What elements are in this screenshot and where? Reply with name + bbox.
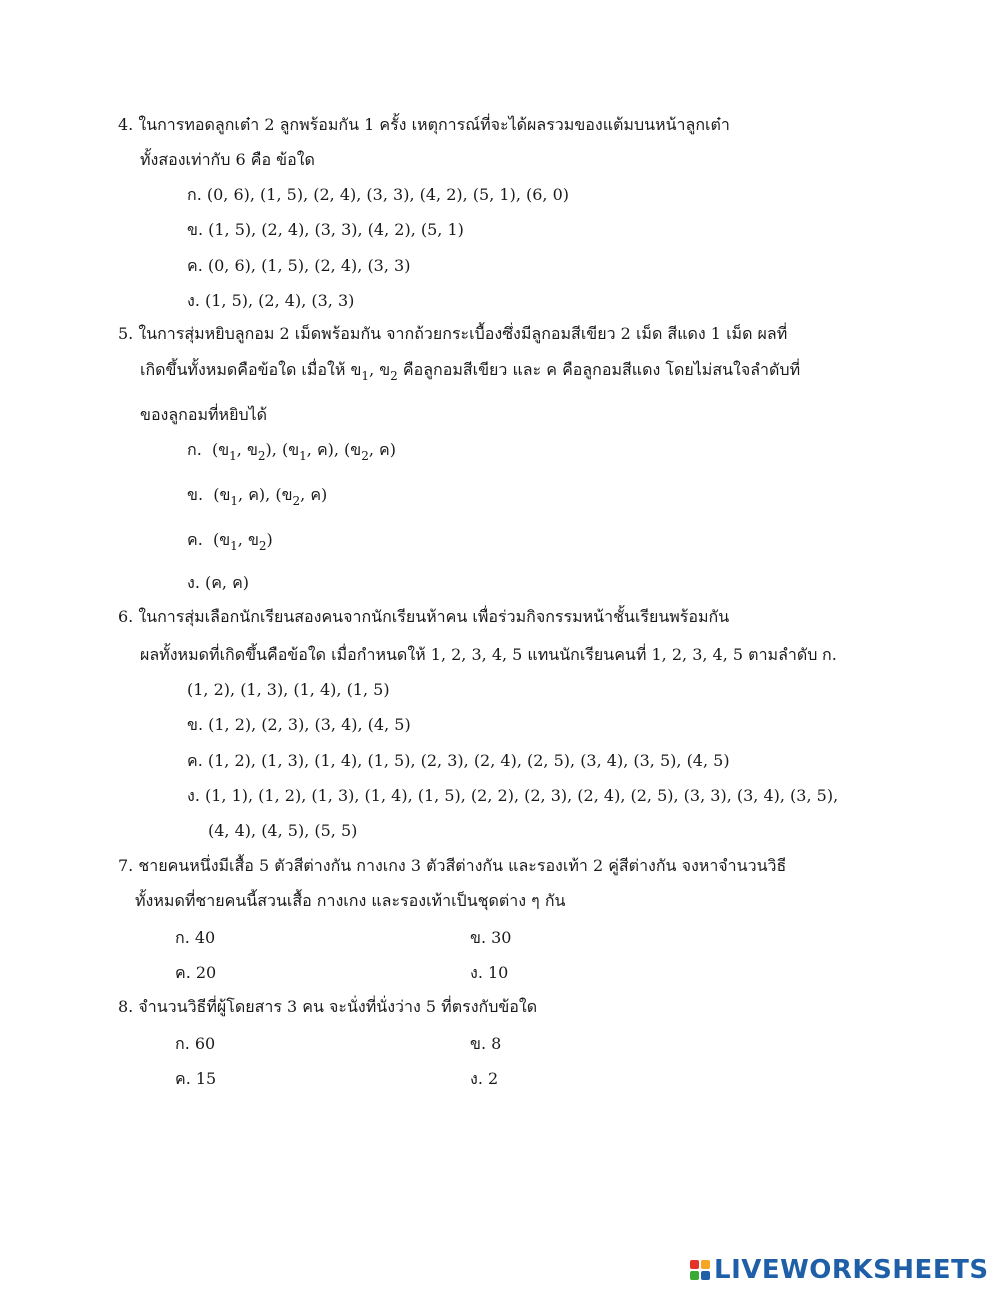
q7-stem-line1: 7. ชายคนหนึ่งมีเสื้อ 5 ตัวสีต่างกัน กางเกง 3 ตัวสีต่างกัน และรองเท้า 2 คู่สีต่างกัน จงหาจำนวนวิธี: [118, 856, 787, 875]
q6-option-a[interactable]: (1, 2), (1, 3), (1, 4), (1, 5): [187, 680, 390, 699]
q7-option-a[interactable]: ก. 40: [175, 928, 216, 947]
q4-option-c[interactable]: ค. (0, 6), (1, 5), (2, 4), (3, 3): [187, 256, 411, 275]
q6-stem-line2: ผลทั้งหมดที่เกิดขึ้นคือข้อใด เมื่อกำหนดให้ 1, 2, 3, 4, 5 แทนนักเรียนคนที่ 1, 2, 3, 4, 5 ตามลำดับ: [140, 645, 818, 664]
q6-option-d-line1[interactable]: ง. (1, 1), (1, 2), (1, 3), (1, 4), (1, 5), (2, 2), (2, 3), (2, 4), (2, 5), (3, 3), (3, 4), (3, 5),: [187, 786, 839, 805]
q5-option-a[interactable]: ก. (ข$_1$, ข$_2$), (ข$_1$, ค), (ข$_2$, ค): [187, 440, 396, 463]
q7-option-d[interactable]: ง. 10: [470, 963, 509, 982]
q7-option-b[interactable]: ข. 30: [470, 928, 512, 947]
q4-option-a[interactable]: ก. (0, 6), (1, 5), (2, 4), (3, 3), (4, 2), (5, 1), (6, 0): [187, 185, 569, 204]
q6-option-c[interactable]: ค. (1, 2), (1, 3), (1, 4), (1, 5), (2, 3), (2, 4), (2, 5), (3, 4), (3, 5), (4, 5): [187, 751, 730, 770]
q4-option-d[interactable]: ง. (1, 5), (2, 4), (3, 3): [187, 291, 355, 310]
q6-option-b[interactable]: ข. (1, 2), (2, 3), (3, 4), (4, 5): [187, 715, 411, 734]
q6-option-d-line2[interactable]: (4, 4), (4, 5), (5, 5): [208, 821, 358, 840]
q6-stem-line1: 6. ในการสุ่มเลือกนักเรียนสองคนจากนักเรียนห้าคน เพื่อร่วมกิจกรรมหน้าชั้นเรียนพร้อมกัน: [118, 607, 730, 626]
q5-stem-line1: 5. ในการสุ่มหยิบลูกอม 2 เม็ดพร้อมกัน จากถ้วยกระเบื้องซึ่งมีลูกอมสีเขียว 2 เม็ด สีแดง 1 เม็ด ผลที่: [118, 324, 788, 343]
q4-stem-line1: 4. ในการทอดลูกเต๋า 2 ลูกพร้อมกัน 1 ครั้ง เหตุการณ์ที่จะได้ผลรวมของแต้มบนหน้าลูกเต๋า: [118, 115, 730, 134]
q8-stem: 8. จำนวนวิธีที่ผู้โดยสาร 3 คน จะนั่งที่นั่งว่าง 5 ที่ตรงกับข้อใด: [118, 997, 538, 1016]
q5-stem-line3: ของลูกอมที่หยิบได้: [140, 405, 268, 424]
q7-option-c[interactable]: ค. 20: [175, 963, 217, 982]
q8-option-b[interactable]: ข. 8: [470, 1034, 502, 1053]
q5-option-b[interactable]: ข. (ข$_1$, ค), (ข$_2$, ค): [187, 485, 328, 508]
q7-stem-line2: ทั้งหมดที่ชายคนนี้สวนเสื้อ กางเกง และรองเท้าเป็นชุดต่าง ๆ กัน: [135, 891, 566, 910]
q8-option-d[interactable]: ง. 2: [470, 1069, 499, 1088]
q6-option-a-label[interactable]: ก.: [822, 645, 837, 664]
logo-mark-icon: [690, 1260, 710, 1280]
q4-stem-line2: ทั้งสองเท่ากับ 6 คือ ข้อใด: [140, 150, 315, 169]
q4-option-b[interactable]: ข. (1, 5), (2, 4), (3, 3), (4, 2), (5, 1): [187, 220, 464, 239]
q8-option-c[interactable]: ค. 15: [175, 1069, 217, 1088]
liveworksheets-logo: [690, 1255, 989, 1285]
q5-option-d[interactable]: ง. (ค, ค): [187, 573, 250, 592]
q5-option-c[interactable]: ค. (ข$_1$, ข$_2$): [187, 530, 273, 553]
q8-option-a[interactable]: ก. 60: [175, 1034, 216, 1053]
q5-stem-line2: เกิดขึ้นทั้งหมดคือข้อใด เมื่อให้ ข$_1$, ข$_2$ คือลูกอมสีเขียว และ ค คือลูกอมสีแดง โดยไม่สนใจลำดับที่: [140, 360, 801, 383]
logo-text: LIVEWORKSHEETS: [714, 1255, 989, 1285]
